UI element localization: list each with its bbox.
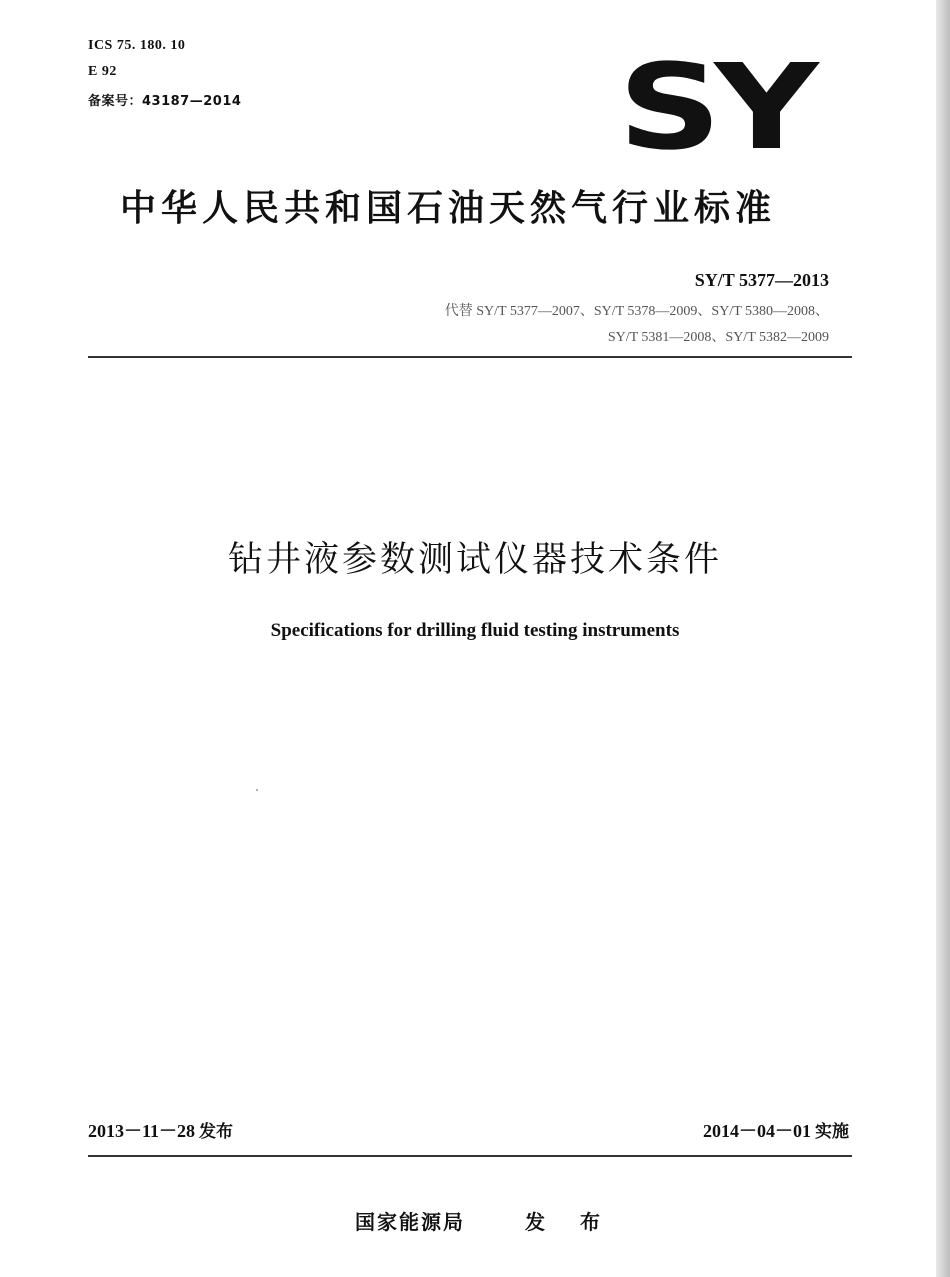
top-rule [88, 356, 852, 358]
replaces-line-1: 代替 SY/T 5377—2007、SY/T 5378—2009、SY/T 5380—2008、 [444, 304, 829, 319]
replaces-line-2: SY/T 5381—2008、SY/T 5382—2009 [607, 330, 829, 345]
publish-date-line [88, 1117, 233, 1143]
implement-date-line [703, 1117, 849, 1143]
standard-title: 中华人民共和国石油天然气行业标准 [120, 188, 777, 229]
ics-code: ICS 75. 180. 10 [88, 38, 186, 53]
document-title-en: Specifications for drilling fluid testing instruments [270, 620, 680, 641]
issuer-name: 国家能源局 [355, 1210, 465, 1234]
publish-date: 2013－11－28 [88, 1121, 196, 1141]
sy-logo: SY [618, 38, 812, 176]
implement-label: 实施 [815, 1122, 849, 1142]
scan-speck [256, 789, 258, 791]
publish-label: 发布 [199, 1122, 234, 1142]
classification-code: E 92 [88, 64, 117, 79]
standard-code: SY/T 5377—2013 [694, 270, 829, 290]
document-title-cn: 钻井液参数测试仪器技术条件 [227, 540, 722, 580]
record-number: 备案号：43187—2014 [88, 94, 242, 109]
issuer-verb: 发 布 [525, 1210, 614, 1234]
implement-date: 2014－04－01 [703, 1121, 811, 1141]
bottom-rule [88, 1155, 852, 1157]
